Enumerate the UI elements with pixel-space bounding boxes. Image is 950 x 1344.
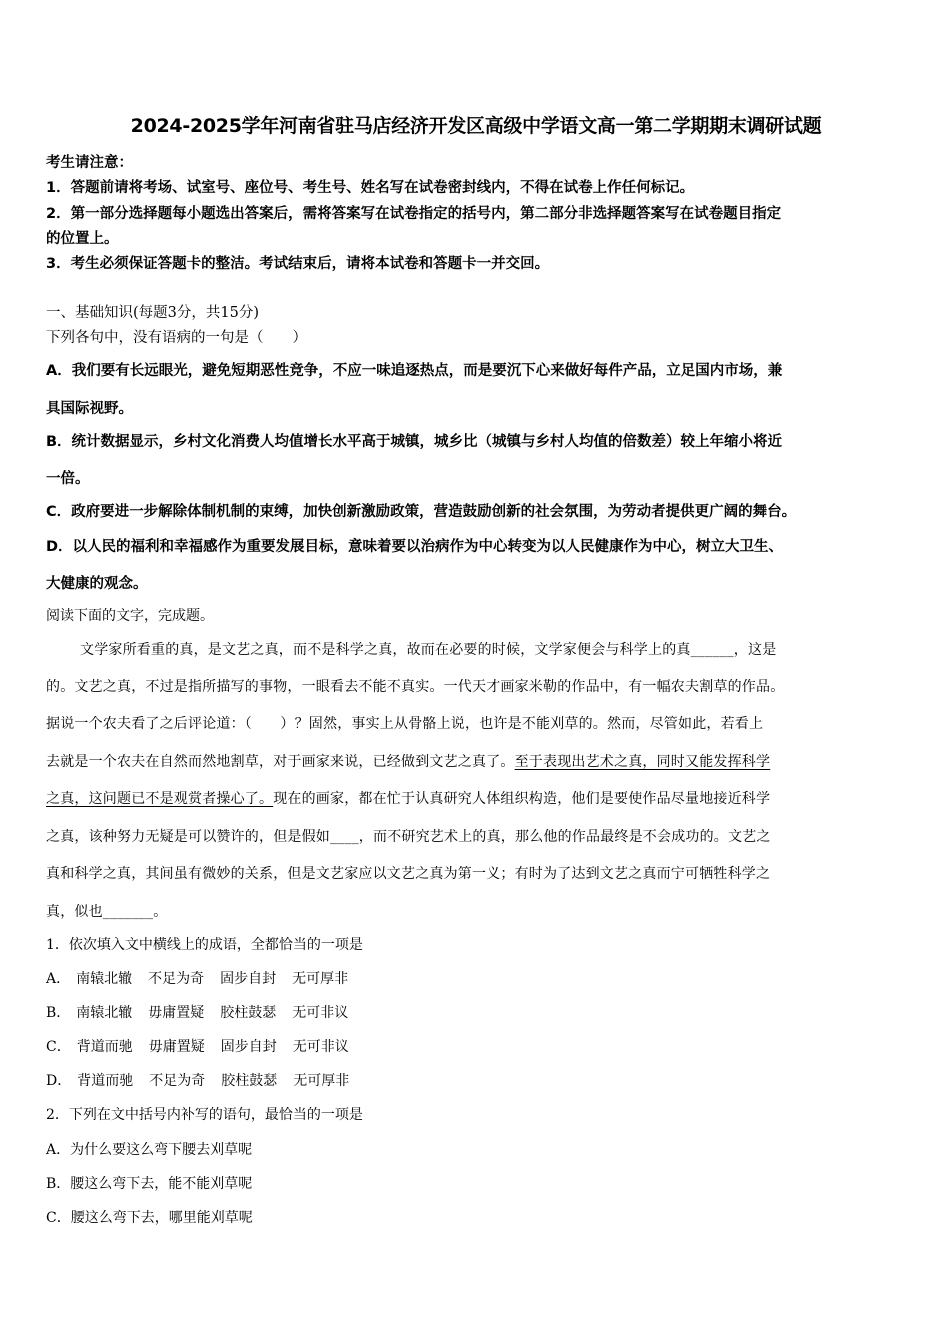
q1-option-a — [46, 968, 364, 988]
option-c: C．政府要进一步解除体制机制的束缚，加快创新激励政策，营造鼓励创新的社会氛围，为劳动者提供更广阔的舞台。 — [46, 504, 797, 520]
q1-option-d-item: 胶柱鼓瑟 — [221, 1073, 278, 1089]
q1-option-a-item: 南辕北辙 — [76, 971, 133, 987]
q1-option-c-item: 无可非议 — [292, 1039, 349, 1055]
q1-option-b-item: 胶柱鼓瑟 — [220, 1005, 277, 1021]
passage-line-5 — [46, 788, 770, 808]
q2-option-a: A．为什么要这么弯下腰去刈草呢 — [46, 1142, 253, 1158]
q1-option-c — [46, 1036, 365, 1056]
page-title: 2024-2025学年河南省驻马店经济开发区高级中学语文高一第二学期期末调研试题 — [130, 115, 822, 137]
passage-line-8: 真，似也_______。 — [46, 904, 168, 920]
q1-option-d-item: 无可厚非 — [293, 1073, 350, 1089]
q2-stem: 2．下列在文中括号内补写的语句，最恰当的一项是 — [46, 1107, 363, 1123]
notice-item-2a: 2．第一部分选择题每小题选出答案后，需将答案写在试卷指定的括号内，第二部分非选择题答案写在试卷题目指定 — [46, 206, 782, 222]
q1-stem: 1．依次填入文中横线上的成语，全都恰当的一项是 — [46, 937, 363, 953]
reading-intro: 阅读下面的文字，完成题。 — [46, 608, 214, 624]
option-a-line1: A．我们要有长远眼光，避免短期恶性竞争，不应一味追逐热点，而是要沉下心来做好每件产品，立足国内市场，兼 — [46, 363, 783, 379]
underlined-sentence-part1: 至于表现出艺术之真，同时又能发挥科学 — [514, 754, 771, 770]
option-d-line2: 大健康的观念。 — [46, 576, 148, 592]
q1-option-d-item: 不足为奇 — [149, 1073, 206, 1089]
q1-option-a-label: A． — [46, 971, 71, 987]
option-a-line2: 具国际视野。 — [46, 401, 133, 417]
passage-line-7: 真和科学之真，其间虽有微妙的关系，但是文艺家应以文艺之真为第一义；有时为了达到文艺之真而宁可牺牲科学之 — [46, 866, 771, 882]
q1-option-c-item: 背道而驰 — [76, 1039, 133, 1055]
passage-line-3: 据说一个农夫看了之后评论道：（ ）？固然，事实上从骨骼上说，也许是不能刈草的。然而，尽管如此，若看上 — [46, 716, 764, 732]
q2-option-b: B．腰这么弯下去，能不能刈草呢 — [46, 1176, 253, 1192]
passage-line-2: 的。文艺之真，不过是指所描写的事物，一眼看去不能不真实。一代天才画家米勒的作品中，有一幅农夫割草的作品。 — [46, 679, 785, 695]
question-stem: 下列各句中，没有语病的一句是（ ） — [46, 330, 307, 346]
q1-option-d — [46, 1070, 365, 1090]
q1-option-a-item: 不足为奇 — [148, 971, 205, 987]
option-d-line1: D．以人民的福利和幸福感作为重要发展目标，意味着要以治病作为中心转变为以人民健康作为中心，树立大卫生、 — [46, 539, 784, 555]
q1-option-d-label: D． — [46, 1073, 72, 1089]
q1-option-a-item: 无可厚非 — [292, 971, 349, 987]
q1-option-c-item: 固步自封 — [220, 1039, 277, 1055]
passage-line-5-text: 现在的画家，都在忙于认真研究人体组织构造，他们是要使作品尽量地接近科学 — [273, 791, 771, 807]
passage-line-4-text: 去就是一个农夫在自然而然地割草，对于画家来说，已经做到文艺之真了。 — [46, 754, 515, 770]
notice-item-1: 1．答题前请将考场、试室号、座位号、考生号、姓名写在试卷密封线内，不得在试卷上作任何标记。 — [46, 180, 695, 196]
notice-heading: 考生请注意： — [46, 155, 133, 171]
passage-line-6: 之真，该种努力无疑是可以赞许的，但是假如____，而不研究艺术上的真，那么他的作品最终是不会成功的。文艺之 — [46, 829, 771, 845]
q2-option-c: C．腰这么弯下去，哪里能刈草呢 — [46, 1210, 253, 1226]
q1-option-c-label: C． — [46, 1039, 71, 1055]
passage-line-4 — [46, 751, 770, 771]
q1-option-d-item: 背道而驰 — [77, 1073, 134, 1089]
q1-option-b — [46, 1002, 364, 1022]
section-heading: 一、基础知识(每题3分，共15分) — [46, 305, 259, 321]
q1-option-a-item: 固步自封 — [220, 971, 277, 987]
q1-option-b-item: 无可非议 — [292, 1005, 349, 1021]
q1-option-c-item: 毋庸置疑 — [148, 1039, 205, 1055]
notice-item-3: 3．考生必须保证答题卡的整洁。考试结束后，请将本试卷和答题卡一并交回。 — [46, 256, 550, 272]
q1-option-b-item: 毋庸置疑 — [148, 1005, 205, 1021]
option-b-line1: B．统计数据显示，乡村文化消费人均值增长水平高于城镇，城乡比（城镇与乡村人均值的倍数差）较上年缩小将近 — [46, 434, 783, 450]
notice-item-2b: 的位置上。 — [46, 231, 119, 247]
q1-option-b-item: 南辕北辙 — [76, 1005, 133, 1021]
q1-option-b-label: B． — [46, 1005, 71, 1021]
option-b-line2: 一倍。 — [46, 471, 90, 487]
underlined-sentence-part2: 之真，这问题已不是观赏者操心了。 — [46, 791, 274, 807]
passage-line-1: 文学家所看重的真，是文艺之真，而不是科学之真，故而在必要的时候，文学家便会与科学上的真______，这是 — [80, 642, 777, 658]
